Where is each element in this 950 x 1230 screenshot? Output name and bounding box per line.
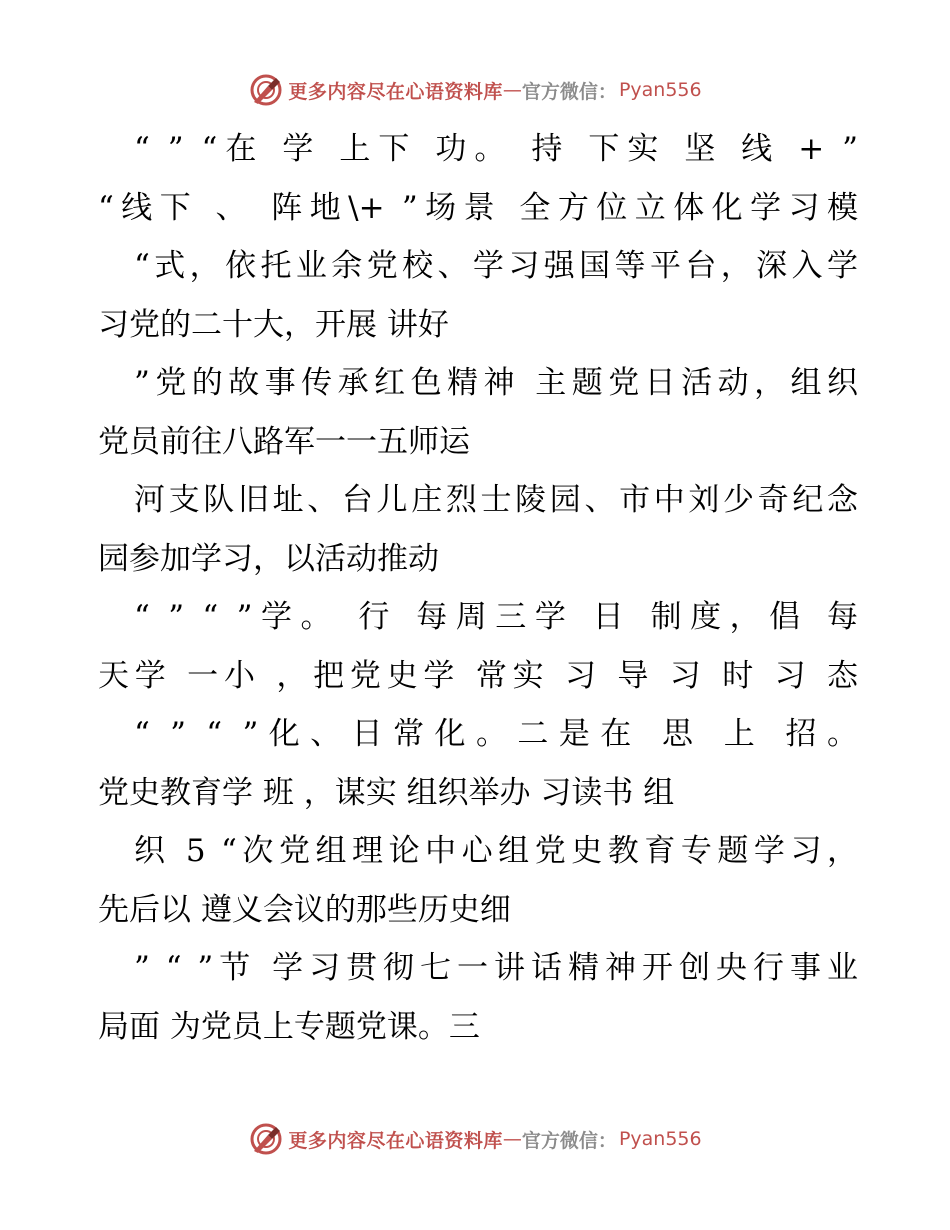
text-line: “式，依托业余党校、学习强国等平台，深入学 xyxy=(134,248,858,284)
text-line: 河支队旧址、台儿庄烈士陵园、市中刘少奇纪念 xyxy=(134,482,858,518)
banner-main-text: 更多内容尽在心语资料库 xyxy=(288,1129,503,1152)
text-line: 局面 为党员上专题党课。三 xyxy=(98,1008,480,1045)
text-line: 园参加学习，以活动推动 xyxy=(98,540,439,577)
pen-logo-icon xyxy=(248,1121,284,1157)
pen-logo-icon xyxy=(248,72,284,108)
banner-dash: — xyxy=(502,1128,522,1150)
text-line: 织 5 “次党组理论中心组党史教育专题学习， xyxy=(134,833,858,869)
banner-official-label: 官方微信： xyxy=(521,1129,617,1152)
header-banner xyxy=(0,70,950,110)
text-line: 先后以 遵义会议的那些历史细 xyxy=(98,891,511,928)
text-line: ”党的故事传承红色精神 主题党日活动，组织 xyxy=(134,365,858,401)
banner-wechat-id: Pyan556 xyxy=(618,1128,702,1150)
text-line: “ ” “在 学 上下 功。 持 下实 坚 线 + ” xyxy=(134,131,858,167)
banner-main-text: 更多内容尽在心语资料库 xyxy=(288,80,503,103)
text-line: “ ” “ ”学。 行 每周三学 日 制度，倡 每 xyxy=(134,599,858,635)
document-body xyxy=(98,120,858,1056)
text-line: 党员前往八路军一一五师运 xyxy=(98,423,470,460)
banner-dash: — xyxy=(502,79,522,101)
footer-banner xyxy=(0,1119,950,1159)
text-line: 天学 一小 ，把党史学 常实 习 导 习 时 习 态 xyxy=(98,657,858,694)
text-line: 党史教育学 班 ，谋实 组织举办 习读书 组 xyxy=(98,774,675,811)
text-line: 习党的二十大，开展 讲好 xyxy=(98,306,449,343)
text-line: ” “ ”节 学习贯彻七一讲话精神开创央行事业 xyxy=(134,950,858,986)
banner-wechat-id: Pyan556 xyxy=(618,79,702,101)
banner-official-label: 官方微信： xyxy=(521,80,617,103)
text-line: “ ” “ ”化、日常化。二是在 思 上 招。 xyxy=(134,716,858,752)
text-line: “线下 、 阵地\+ ”场景 全方位立体化学习模 xyxy=(98,189,858,226)
